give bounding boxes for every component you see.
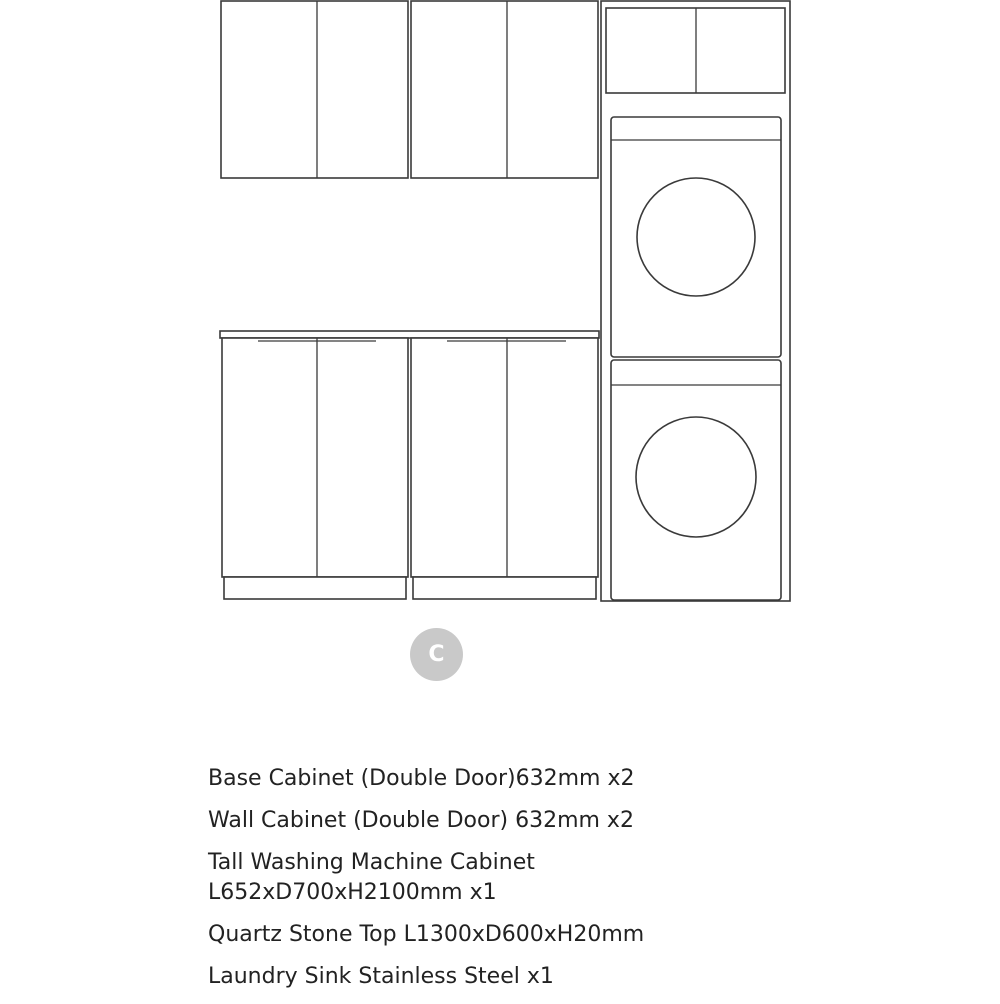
dryer-appliance <box>611 117 781 357</box>
base-cabinet-right-plinth <box>413 577 596 599</box>
base-cabinet-right-frame <box>411 338 598 577</box>
spec-item-base-cabinet: Base Cabinet (Double Door)632mm x2 <box>208 766 635 791</box>
tall-washing-machine-cabinet <box>601 1 790 601</box>
wall-cabinet-right-frame <box>411 1 598 178</box>
section-label-badge: C <box>410 628 463 681</box>
spec-item-stone-top: Quartz Stone Top L1300xD600xH20mm <box>208 922 645 947</box>
dryer-door <box>637 178 755 296</box>
spec-item-tall-cabinet: Tall Washing Machine Cabinet L652xD700xH2100mm x1 <box>208 850 535 905</box>
spec-list <box>208 764 768 1004</box>
base-cabinet-right <box>411 338 598 599</box>
washer-appliance <box>611 360 781 600</box>
wall-cabinet-left-frame <box>221 1 408 178</box>
washer-door <box>636 417 756 537</box>
base-cabinet-left-frame <box>222 338 408 577</box>
quartz-stone-top <box>220 331 599 338</box>
base-cabinet-left <box>222 338 408 599</box>
wall-cabinet-right <box>411 1 598 178</box>
spec-item-wall-cabinet: Wall Cabinet (Double Door) 632mm x2 <box>208 808 634 833</box>
base-cabinet-left-plinth <box>224 577 406 599</box>
spec-item-laundry-sink: Laundry Sink Stainless Steel x1 <box>208 964 554 989</box>
wall-cabinet-left <box>221 1 408 178</box>
